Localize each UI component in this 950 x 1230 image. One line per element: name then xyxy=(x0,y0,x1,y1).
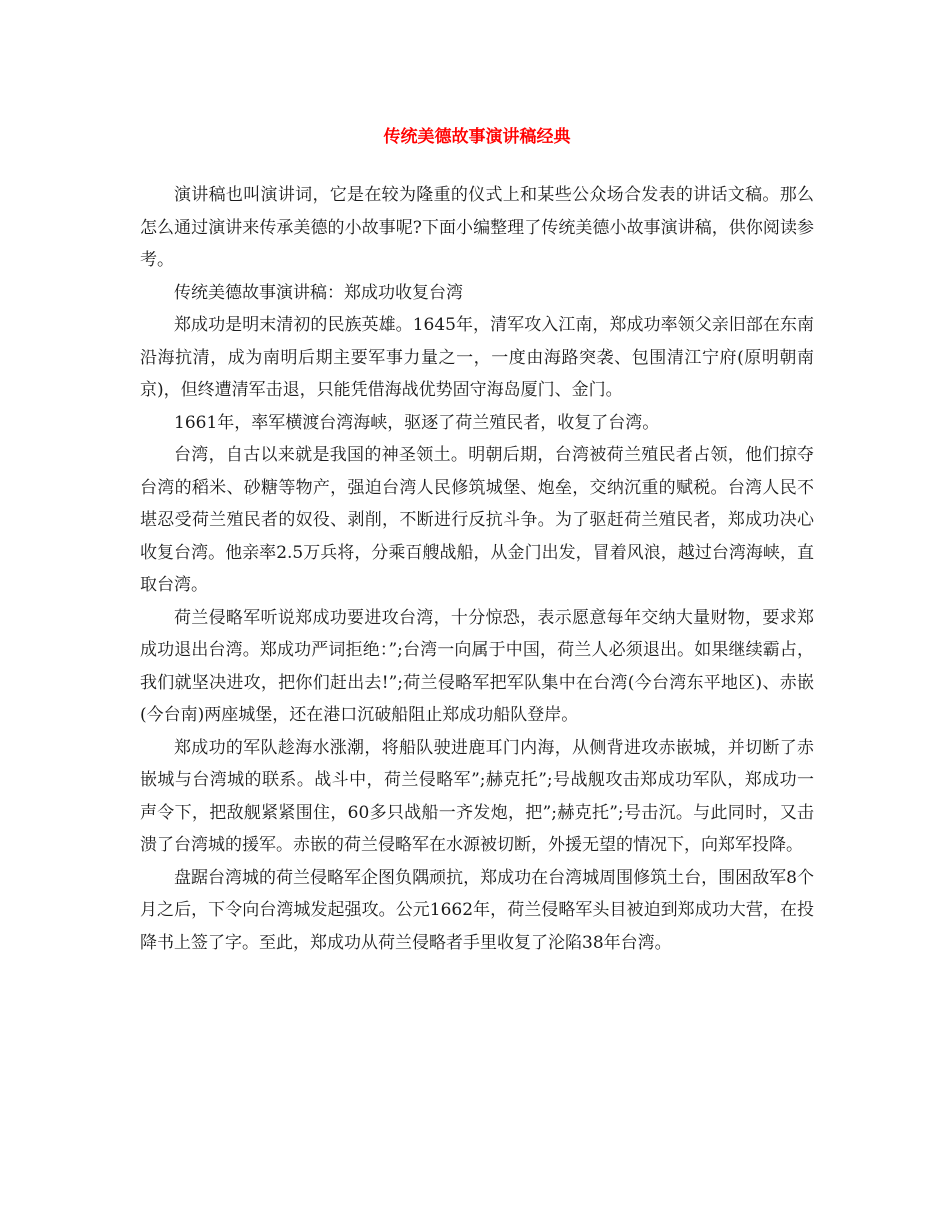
paragraph-subtitle: 传统美德故事演讲稿：郑成功收复台湾 xyxy=(174,282,463,303)
paragraph-battle: 郑成功的军队趁海水涨潮，将船队驶进鹿耳门内海，从侧背进攻赤嵌城，并切断了赤嵌城与台湾城的联系。战斗中，荷兰侵略军”;赫克托”;号战舰攻击郑成功军队，郑成功一声令下，把敌舰紧紧围住，60多只战船一齐发炮，把”;赫克托”;号击沉。与此同时，又击溃了台湾城的援军。赤嵌的荷兰侵略军在水源被切断，外援无望的情况下，向郑军投降。 xyxy=(140,737,814,855)
paragraph-1661: 1661年，率军横渡台湾海峡，驱逐了荷兰殖民者，收复了台湾。 xyxy=(174,412,660,433)
paragraph-taiwan-history: 台湾，自古以来就是我国的神圣领土。明朝后期，台湾被荷兰殖民者占领，他们掠夺台湾的稻米、砂糖等物产，强迫台湾人民修筑城堡、炮垒，交纳沉重的赋税。台湾人民不堪忍受荷兰殖民者的奴役、剥削，不断进行反抗斗争。为了驱赶荷兰殖民者，郑成功决心收复台湾。他亲率2.5万兵将，分乘百艘战船，从金门出发，冒着风浪，越过台湾海峡，直取台湾。 xyxy=(140,445,814,595)
paragraph-surrender: 盘踞台湾城的荷兰侵略军企图负隅顽抗，郑成功在台湾城周围修筑土台，围困敌军8个月之后，下令向台湾城发起强攻。公元1662年，荷兰侵略军头目被迫到郑成功大营，在投降书上签了字。至此，郑成功从荷兰侵略者手里收复了沦陷38年台湾。 xyxy=(140,867,814,953)
paragraph-zheng-chenggong-bio: 郑成功是明末清初的民族英雄。1645年，清军攻入江南，郑成功率领父亲旧部在东南沿海抗清，成为南明后期主要军事力量之一，一度由海路突袭、包围清江宁府(原明朝南京)，但终遭清军击退，只能凭借海战优势固守海岛厦门、金门。 xyxy=(140,315,814,400)
paragraph-dutch-response: 荷兰侵略军听说郑成功要进攻台湾，十分惊恐，表示愿意每年交纳大量财物，要求郑成功退出台湾。郑成功严词拒绝：”;台湾一向属于中国，荷兰人必须退出。如果继续霸占，我们就坚决进攻，把你们赶出去!”;荷兰侵略军把军队集中在台湾(今台湾东平地区)、赤嵌(今台南)两座城堡，还在港口沉破船阻止郑成功船队登岸。 xyxy=(140,607,814,725)
paragraph-intro: 演讲稿也叫演讲词，它是在较为隆重的仪式上和某些公众场合发表的讲话文稿。那么怎么通过演讲来传承美德的小故事呢?下面小编整理了传统美德小故事演讲稿，供你阅读参考。 xyxy=(140,185,814,270)
document-title: 传统美德故事演讲稿经典 xyxy=(383,127,571,147)
